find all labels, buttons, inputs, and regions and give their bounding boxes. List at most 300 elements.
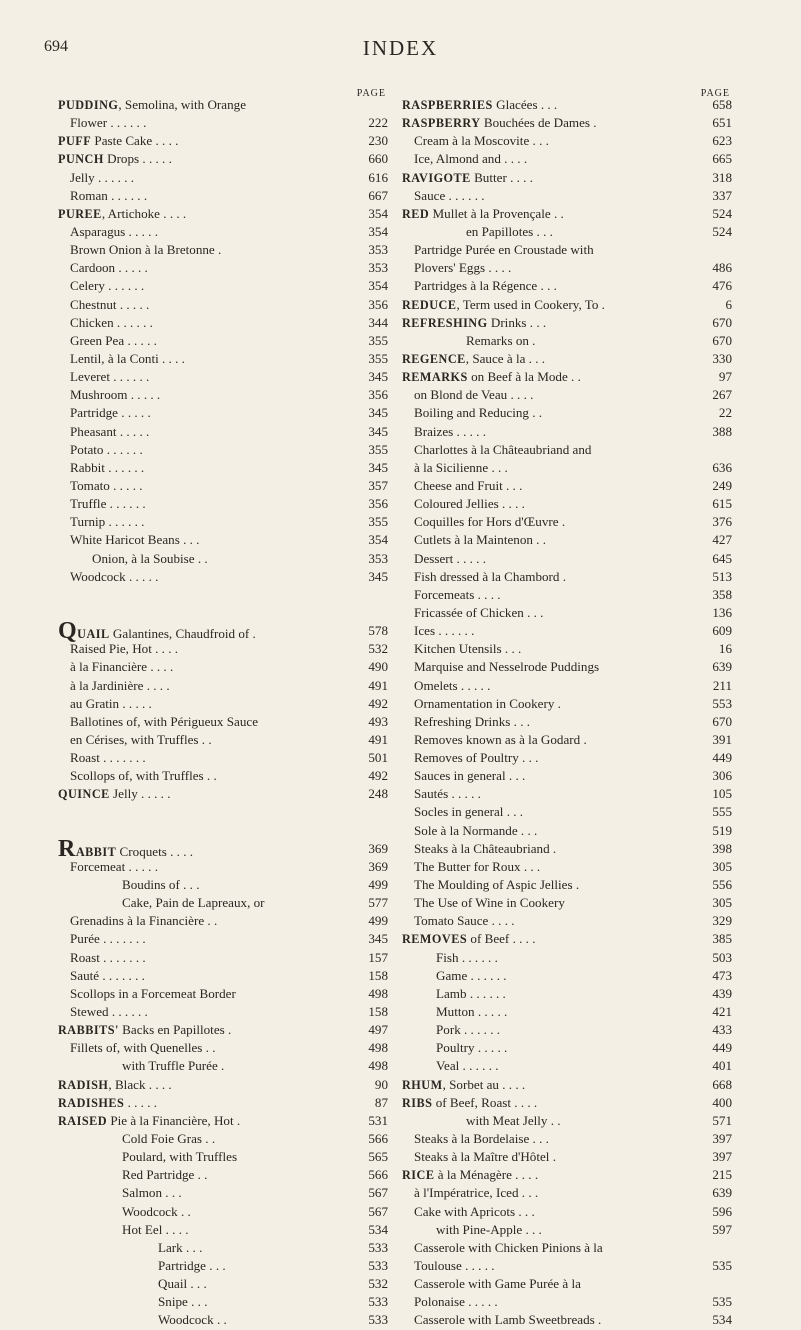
index-entry	[402, 96, 732, 114]
entry-page: 498	[368, 1040, 388, 1056]
entry-text: Toulouse . . . . .	[414, 1258, 495, 1273]
index-entry	[402, 713, 732, 731]
index-entry	[402, 1057, 732, 1075]
index-entry	[58, 1257, 388, 1275]
entry-page: 345	[368, 568, 388, 584]
entry-text: Lentil, à la Conti . . . .	[70, 350, 185, 366]
entry-page: 571	[712, 1112, 732, 1128]
entry-page: 623	[712, 133, 732, 149]
entry-text: Removes known as à la Godard .	[414, 731, 587, 747]
index-entry	[58, 205, 388, 223]
entry-text: Sauté . . . . . . .	[70, 967, 145, 983]
entry-page: 668	[712, 1076, 732, 1092]
entry-page: 354	[368, 532, 388, 548]
entry-text: Fish . . . . . .	[436, 949, 498, 965]
entry-text: Red Partridge . .	[122, 1167, 208, 1183]
index-entry	[402, 223, 732, 241]
entry-text: Boudins of . . .	[122, 877, 200, 893]
index-entry	[402, 1239, 732, 1257]
entry-page: 90	[374, 1076, 388, 1092]
entry-text: Casserole with Game Purée à la	[414, 1276, 581, 1292]
entry-page: 535	[712, 1294, 732, 1310]
index-entry	[402, 622, 732, 640]
entry-text: Ices . . . . . .	[414, 623, 475, 639]
entry-page: 305	[712, 858, 732, 874]
entry-text: The Moulding of Aspic Jellies .	[414, 877, 580, 893]
index-entry	[402, 132, 732, 150]
entry-text: Asparagus . . . . .	[70, 223, 159, 239]
index-entry	[402, 150, 732, 168]
entry-page: 305	[712, 895, 732, 911]
entry-text: Purée . . . . . . .	[70, 931, 146, 947]
entry-text: Partridge . . .	[158, 1258, 226, 1273]
index-entry	[58, 1039, 388, 1057]
entry-page: 565	[368, 1149, 388, 1165]
spacer	[58, 803, 388, 821]
index-entry	[58, 332, 388, 350]
entry-page: 356	[368, 296, 388, 312]
entry-text: White Haricot Beans . . .	[70, 532, 200, 548]
entry-text: RAVIGOTE Butter . . . .	[402, 169, 533, 185]
entry-page: 498	[368, 1058, 388, 1074]
index-entry	[58, 1130, 388, 1148]
index-entry	[402, 858, 732, 876]
index-entry	[58, 1076, 388, 1094]
index-entry	[402, 1166, 732, 1184]
entry-text: Cake with Apricots . . .	[414, 1203, 535, 1219]
entry-text: Tomato Sauce . . . .	[414, 913, 515, 929]
entry-page: 566	[368, 1131, 388, 1147]
index-entry	[58, 314, 388, 332]
spacer	[58, 586, 388, 604]
index-entry	[402, 731, 732, 749]
entry-page: 476	[712, 278, 732, 294]
entry-page: 491	[368, 677, 388, 693]
entry-page: 357	[368, 477, 388, 493]
index-entry	[58, 459, 388, 477]
entry-page: 6	[725, 296, 732, 312]
entry-page: 493	[368, 713, 388, 729]
entry-page: 369	[368, 858, 388, 874]
index-column-left: PAGE PUDDING, Semolina, with Orange Flower . . . . . . 222 PUFF Paste Cake . . . . 230 PUNCH Drops . . . . . 660 Jelly . . . . . . 616 Roman . . . . . . 667 PUREE, Artichoke . . . . 354 Asparagus . . . . . 354 Brown Onion à la Bretonne . 353 Cardoon . . . . . 353 Celery . . . . . . 354 Chestnut . . . . . 356 Chicken . . . . . . 344 Green Pea . . . . . 355 Lentil, à la Conti . . . . 355 Leveret . . . . . . 345 Mushroom . . . . . 356 Partridge . . . . . 345 Pheasant . . . . . 345 Potato . . . . . . 355 Rabbit . . . . . . 345 Tomato . . . . . 357 Truffle . . . . . . 356 Turnip . . . . . . 355 White Haricot Beans . . . 354 Onion, à la Soubise . . 353 Woodcock . . . . . 345 QUAIL Galantines, Chaudfroid of . 578 Raised Pie, Hot . . . . 532 à la Financière . . . . 490 à la Jardinière . . . . 491 au Gratin . . . . . 492 Ballotines of, with Périgueux Sauce 493 en Cérises, with Truffles . . 491 Roast . . . . . . . 501 Scollops of, with Truffles . . 492 QUINCE Jelly . . . . . 248 RABBIT Croquets . . . . 369 Forcemeat . . . . . 369 Boudins of . . . 499 Cake, Pain de Lapreaux, or 577 Grenadins à la Financière . . 499 Purée . . . . . . . 345 Roast . . . . . . . 157 Sauté . . . . . . . 158 Scollops in a Forcemeat Border 498 Stewed . . . . . . 158 RABBITS' Backs en Papillotes . 497 Fillets of, with Quenelles . . 498 with Truffle Purée . 498 RADISH, Black . . . . 90 RADISHES . . . . . 87 RAISED Pie à la Financière, Hot . 531 Cold Foie Gras . . 566 Poulard, with Truffles 565 Red Partridge . . 566 Salmon . . . 567 Woodcock . . 567 Hot Eel . . . . 534 Lark . . . 533 Partridge . . . 533 Quail . . . 532 Snipe . . . 533 Woodcock . . 533	[58, 96, 388, 1330]
entry-text: PUNCH Drops . . . . .	[58, 151, 172, 167]
entry-text: en Cérises, with Truffles . .	[70, 731, 212, 747]
entry-page: 519	[712, 822, 732, 838]
index-entry	[402, 1076, 732, 1094]
entry-page: 211	[712, 677, 732, 693]
running-head: INDEX	[362, 36, 439, 60]
page-number: 694	[44, 38, 68, 55]
index-entry	[402, 404, 732, 422]
entry-text: The Butter for Roux . . .	[414, 858, 541, 874]
index-entry	[402, 840, 732, 858]
entry-page: 330	[712, 350, 732, 366]
entry-page: 492	[368, 768, 388, 784]
entry-page: 87	[374, 1094, 388, 1110]
index-entry	[402, 822, 732, 840]
entry-page: 596	[712, 1203, 732, 1219]
entry-page: 249	[712, 477, 732, 493]
entry-text: Steaks à la Châteaubriand .	[414, 840, 557, 856]
index-entry	[402, 531, 732, 549]
entry-page: 501	[368, 750, 388, 766]
entry-page: 532	[368, 1276, 388, 1292]
index-entry	[402, 785, 732, 803]
entry-page: 486	[712, 260, 732, 276]
entry-page: 665	[712, 151, 732, 167]
index-entry	[402, 1003, 732, 1021]
entry-page: 639	[712, 659, 732, 675]
entry-text: Truffle . . . . . .	[70, 496, 146, 512]
entry-text: Kitchen Utensils . . .	[414, 641, 522, 657]
entry-page: 533	[368, 1239, 388, 1255]
entry-text: à la Jardinière . . . .	[70, 677, 170, 693]
entry-page: 157	[368, 949, 388, 965]
entry-text: Pheasant . . . . .	[70, 423, 150, 439]
entry-page: 524	[712, 223, 732, 239]
index-entry	[58, 930, 388, 948]
index-entry	[58, 731, 388, 749]
entry-text: Jelly . . . . . .	[70, 169, 135, 185]
index-entry	[58, 1112, 388, 1130]
entry-text: Lamb . . . . . .	[436, 985, 506, 1001]
index-entry	[402, 495, 732, 513]
index-entry	[58, 1239, 388, 1257]
index-entry	[58, 618, 388, 645]
index-entry	[58, 423, 388, 441]
entry-text: RASPBERRY Bouchées de Dames .	[402, 115, 597, 131]
index-entry	[58, 876, 388, 894]
spacer	[58, 604, 388, 622]
entry-text: Mushroom . . . . .	[70, 387, 161, 403]
entry-page: 660	[368, 151, 388, 167]
entry-page: 391	[712, 731, 732, 747]
index-entry	[402, 658, 732, 676]
entry-text: QUINCE Jelly . . . . .	[58, 786, 171, 802]
entry-page: 531	[368, 1112, 388, 1128]
entry-text: Omelets . . . . .	[414, 677, 491, 693]
entry-text: Coquilles for Hors d'Œuvre .	[414, 514, 566, 530]
entry-page: 567	[368, 1185, 388, 1201]
entry-text: PUDDING, Semolina, with Orange	[58, 97, 247, 112]
index-entry	[58, 550, 388, 568]
entry-text: Forcemeats . . . .	[414, 586, 501, 602]
entry-text: Partridge Purée en Croustade with	[414, 242, 594, 258]
entry-text: Ballotines of, with Périgueux Sauce	[70, 713, 259, 729]
entry-page: 534	[368, 1221, 388, 1237]
index-entry	[58, 1203, 388, 1221]
index-entry	[402, 187, 732, 205]
entry-text: Woodcock . . . . .	[70, 568, 159, 584]
entry-page: 345	[368, 405, 388, 421]
entry-page: 615	[712, 496, 732, 512]
entry-text: Quail . . .	[158, 1276, 207, 1292]
entry-text: Chicken . . . . . .	[70, 314, 153, 330]
entry-text: Flower . . . . . .	[70, 115, 147, 131]
index-entry	[402, 368, 732, 386]
entry-text: RHUM, Sorbet au . . . .	[402, 1076, 526, 1092]
entry-text: Plovers' Eggs . . . .	[414, 260, 512, 276]
entry-page: 248	[368, 786, 388, 802]
entry-text: Grenadins à la Financière . .	[70, 913, 218, 929]
index-entry	[58, 1094, 388, 1112]
entry-text: QUAIL Galantines, Chaudfroid of .	[58, 618, 256, 645]
index-entry	[58, 169, 388, 187]
entry-page: 449	[712, 750, 732, 766]
index-entry	[58, 223, 388, 241]
entry-page: 533	[368, 1294, 388, 1310]
entry-page: 578	[368, 623, 388, 639]
entry-text: Tomato . . . . .	[70, 477, 143, 493]
entry-text: Brown Onion à la Bretonne .	[70, 242, 222, 258]
entry-text: Game . . . . . .	[436, 967, 507, 983]
index-entry	[402, 332, 732, 350]
entry-text: Roast . . . . . . .	[70, 949, 146, 965]
entry-page: 356	[368, 387, 388, 403]
entry-text: with Truffle Purée .	[122, 1058, 225, 1074]
entry-page: 355	[368, 441, 388, 457]
index-entry	[58, 1148, 388, 1166]
index-entry	[58, 713, 388, 731]
index-entry	[402, 695, 732, 713]
index-entry	[402, 604, 732, 622]
index-entry	[402, 930, 732, 948]
index-entry	[402, 513, 732, 531]
index-entry	[402, 949, 732, 967]
index-entry	[58, 531, 388, 549]
entry-text: Celery . . . . . .	[70, 278, 145, 294]
index-entry	[402, 114, 732, 132]
index-entry	[402, 1221, 732, 1239]
index-entry	[402, 803, 732, 821]
spacer	[58, 822, 388, 840]
index-entry	[58, 1275, 388, 1293]
entry-text: Marquise and Nesselrode Puddings	[414, 659, 600, 675]
entry-text: Cutlets à la Maintenon . .	[414, 532, 547, 548]
entry-page: 376	[712, 514, 732, 530]
index-entry	[58, 477, 388, 495]
entry-text: à la Sicilienne . . .	[414, 459, 508, 475]
entry-page: 567	[368, 1203, 388, 1219]
entry-text: RIBS of Beef, Roast . . . .	[402, 1094, 538, 1110]
entry-page: 667	[368, 187, 388, 203]
entry-page: 503	[712, 949, 732, 965]
entry-page: 533	[368, 1258, 388, 1273]
entry-text: au Gratin . . . . .	[70, 695, 152, 711]
entry-page: 353	[368, 550, 388, 566]
index-entry	[402, 876, 732, 894]
entry-text: Scollops in a Forcemeat Border	[70, 985, 236, 1001]
entry-page: 499	[368, 877, 388, 893]
index-entry	[402, 677, 732, 695]
entry-page: 353	[368, 242, 388, 258]
entry-text: Scollops of, with Truffles . .	[70, 768, 217, 784]
entry-page: 306	[712, 768, 732, 784]
index-entry	[402, 894, 732, 912]
entry-page: 388	[712, 423, 732, 439]
entry-page: 354	[368, 223, 388, 239]
entry-text: Ice, Almond and . . . .	[414, 151, 528, 167]
entry-page: 597	[712, 1221, 732, 1237]
entry-text: Snipe . . .	[158, 1294, 208, 1310]
entry-text: with Pine-Apple . . .	[436, 1221, 542, 1237]
entry-text: Fillets of, with Quenelles . .	[70, 1040, 216, 1056]
index-entry	[402, 169, 732, 187]
entry-text: Fish dressed à la Chambord .	[414, 568, 567, 584]
index-entry	[402, 640, 732, 658]
index-entry	[402, 1311, 732, 1329]
index-entry	[58, 749, 388, 767]
entry-page: 609	[712, 623, 732, 639]
entry-text: REMOVES of Beef . . . .	[402, 931, 536, 947]
entry-text: RED Mullet à la Provençale . .	[402, 205, 564, 221]
index-entry	[58, 241, 388, 259]
entry-text: Mutton . . . . .	[436, 1004, 508, 1020]
index-entry	[402, 277, 732, 295]
entry-text: RAISED Pie à la Financière, Hot .	[58, 1112, 241, 1128]
entry-text: RABBITS' Backs en Papillotes .	[58, 1022, 232, 1038]
entry-page: 566	[368, 1167, 388, 1183]
entry-page: 645	[712, 550, 732, 566]
entry-page: 345	[368, 369, 388, 385]
entry-page: 22	[718, 405, 732, 421]
entry-page: 553	[712, 695, 732, 711]
entry-text: with Meat Jelly . .	[466, 1112, 561, 1128]
entry-text: Stewed . . . . . .	[70, 1004, 148, 1020]
index-entry	[58, 785, 388, 803]
entry-page: 398	[712, 840, 732, 856]
entry-page: 427	[712, 532, 732, 548]
index-entry	[402, 967, 732, 985]
entry-text: Casserole with Lamb Sweetbreads .	[414, 1312, 602, 1328]
entry-page: 555	[712, 804, 732, 820]
entry-page: 524	[712, 205, 732, 221]
index-entry	[402, 459, 732, 477]
index-entry	[58, 695, 388, 713]
entry-text: Partridges à la Régence . . .	[414, 278, 557, 294]
index-entry	[58, 767, 388, 785]
entry-text: on Blond de Veau . . . .	[414, 387, 534, 403]
index-entry	[402, 1094, 732, 1112]
entry-page: 369	[368, 840, 388, 856]
index-entry	[58, 1184, 388, 1202]
entry-page: 337	[712, 187, 732, 203]
index-entry	[58, 677, 388, 695]
index-entry	[58, 1293, 388, 1311]
entry-text: Remarks on .	[466, 332, 536, 348]
entry-text: Turnip . . . . . .	[70, 514, 145, 530]
entry-page: 651	[712, 115, 732, 131]
index-entry	[58, 296, 388, 314]
index-entry	[402, 477, 732, 495]
entry-text: Poulard, with Truffles	[122, 1149, 238, 1165]
entry-text: Woodcock . .	[122, 1203, 191, 1219]
entry-page: 318	[712, 169, 732, 185]
entry-text: Braizes . . . . .	[414, 423, 486, 439]
entry-page: 534	[712, 1312, 732, 1328]
index-entry	[58, 658, 388, 676]
entry-text: Raised Pie, Hot . . . .	[70, 641, 179, 657]
entry-text: en Papillotes . . .	[466, 223, 553, 239]
entry-page: 136	[712, 604, 732, 620]
index-entry	[58, 1057, 388, 1075]
index-entry	[402, 386, 732, 404]
entry-text: PUREE, Artichoke . . . .	[58, 205, 187, 221]
index-entry	[58, 1021, 388, 1039]
index-entry	[58, 835, 388, 862]
entry-page: 397	[712, 1149, 732, 1165]
entry-page: 355	[368, 350, 388, 366]
index-entry	[58, 858, 388, 876]
entry-page: 356	[368, 496, 388, 512]
entry-text: RASPBERRIES Glacées . . .	[402, 97, 558, 112]
entry-text: REDUCE, Term used in Cookery, To .	[402, 296, 605, 312]
entry-text: Coloured Jellies . . . .	[414, 496, 525, 512]
entry-page: 385	[712, 931, 732, 947]
entry-text: Sole à la Normande . . .	[414, 822, 538, 838]
entry-page: 433	[712, 1022, 732, 1038]
index-entry	[58, 949, 388, 967]
entry-page: 355	[368, 332, 388, 348]
entry-text: Poultry . . . . .	[436, 1040, 508, 1056]
entry-text: Removes of Poultry . . .	[414, 750, 539, 766]
entry-text: Onion, à la Soubise . .	[92, 550, 208, 566]
index-column-right: PAGE RASPBERRIES Glacées . . . 658 RASPBERRY Bouchées de Dames . 651 Cream à la Moscovite . . . 623 Ice, Almond and . . . . 665 RAVIGOTE Butter . . . . 318 Sauce . . . . . . 337 RED Mullet à la Provençale . . 524 en Papillotes . . . 524 Partridge Purée en Croustade with Plovers' Eggs . . . . 486 Partridges à la Régence . . . 476 REDUCE, Term used in Cookery, To . 6 REFRESHING Drinks . . . 670 Remarks on . 670 REGENCE, Sauce à la . . . 330 REMARKS on Beef à la Mode . . 97 on Blond de Veau . . . . 267 Boiling and Reducing . . 22 Braizes . . . . . 388 Charlottes à la Châteaubriand and à la Sicilienne . . . 636 Cheese and Fruit . . . 249 Coloured Jellies . . . . 615 Coquilles for Hors d'Œuvre . 376 Cutlets à la Maintenon . . 427 Dessert . . . . . 645 Fish dressed à la Chambord . 513 Forcemeats . . . . 358 Fricassée of Chicken . . . 136 Ices . . . . . . 609 Kitchen Utensils . . . 16 Marquise and Nesselrode Puddings 639 Omelets . . . . . 211 Ornamentation in Cookery . 553 Refreshing Drinks . . . 670 Removes known as à la Godard . 391 Removes of Poultry . . . 449 Sauces in general . . . 306 Sautés . . . . . 105 Socles in general . . . 555 Sole à la Normande . . . 519 Steaks à la Châteaubriand . 398 The Butter for Roux . . . 305 The Moulding of Aspic Jellies . 556 The Use of Wine in Cookery 305 Tomato Sauce . . . . 329 REMOVES of Beef . . . . 385 Fish . . . . . . 503 Game . . . . . . 473 Lamb . . . . . . 439 Mutton . . . . . 421 Pork . . . . . . 433 Poultry . . . . . 449 Veal . . . . . . 401 RHUM, Sorbet au . . . . 668 RIBS of Beef, Roast . . . . 400 with Meat Jelly . . 571 Steaks à la Bordelaise . . . 397 Steaks à la Maître d'Hôtel . 397 RICE à la Ménagère . . . . 215 à l'Impératrice, Iced . . . 639 Cake with Apricots . . . 596 with Pine-Apple . . . 597 Casserole with Chicken Pinions à la Toulouse . . . . . 535 Casserole with Game Purée à la Polonaise . . . . . 535 Casserole with Lamb Sweetbreads . 534	[402, 96, 732, 1330]
entry-text: Pork . . . . . .	[436, 1022, 501, 1038]
entry-page: 556	[712, 877, 732, 893]
entry-page: 158	[368, 967, 388, 983]
index-entry	[58, 350, 388, 368]
entry-text: Dessert . . . . .	[414, 550, 487, 566]
entry-text: à la Financière . . . .	[70, 659, 174, 675]
entry-text: Sauce . . . . . .	[414, 187, 485, 203]
entry-page: 345	[368, 423, 388, 439]
entry-page: 492	[368, 695, 388, 711]
index-entry	[402, 1275, 732, 1293]
entry-page: 267	[712, 387, 732, 403]
entry-text: Leveret . . . . . .	[70, 369, 150, 385]
entry-text: Chestnut . . . . .	[70, 296, 150, 312]
index-entry	[402, 1130, 732, 1148]
entry-text: Potato . . . . . .	[70, 441, 143, 457]
entry-text: REFRESHING Drinks . . .	[402, 314, 547, 330]
entry-page: 490	[368, 659, 388, 675]
entry-page: 158	[368, 1004, 388, 1020]
entry-page: 354	[368, 278, 388, 294]
entry-text: RADISHES . . . . .	[58, 1094, 158, 1110]
index-entry	[402, 241, 732, 259]
entry-text: RICE à la Ménagère . . . .	[402, 1167, 539, 1183]
entry-text: Fricassée of Chicken . . .	[414, 604, 544, 620]
entry-text: à l'Impératrice, Iced . . .	[414, 1185, 539, 1201]
index-entry	[402, 1184, 732, 1202]
index-entry	[58, 368, 388, 386]
entry-page: 513	[712, 568, 732, 584]
index-entry	[58, 187, 388, 205]
index-entry	[58, 114, 388, 132]
index-entry	[402, 423, 732, 441]
entry-page: 355	[368, 514, 388, 530]
index-entry	[402, 205, 732, 223]
index-entry	[402, 350, 732, 368]
entry-text: Cheese and Fruit . . .	[414, 477, 523, 493]
index-entry	[58, 96, 388, 114]
index-entry	[58, 912, 388, 930]
index-entry	[58, 1003, 388, 1021]
entry-page: 421	[712, 1004, 732, 1020]
entry-text: Sauces in general . . .	[414, 768, 526, 784]
entry-text: RABBIT Croquets . . . .	[58, 835, 194, 862]
